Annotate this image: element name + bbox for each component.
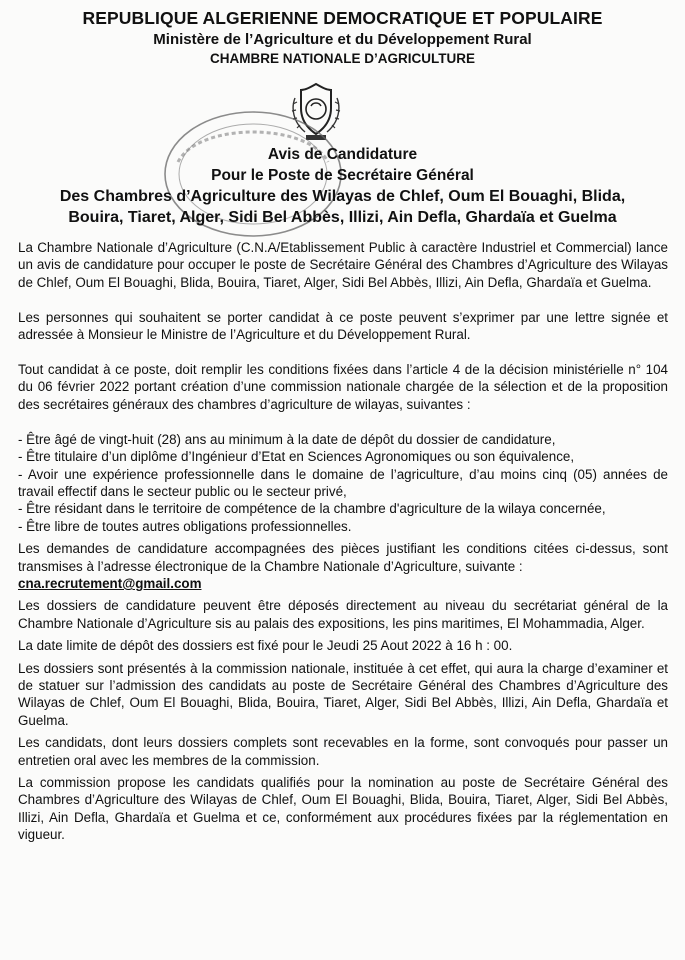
- notice-wilayas-line2: Bouira, Tiaret, Alger, Sidi Bel Abbès, Illizi, Ain Defla, Ghardaïa et Guelma: [68, 209, 617, 226]
- paragraph-submission: Les demandes de candidature accompagnées des pièces justifiant les conditions citées ci-dessus, sont transmises à l’adresse électronique de la Chambre Nationale d’Agriculture, suivante :: [18, 541, 668, 574]
- ministry-heading: Ministère de l’Agriculture et du Développement Rural: [153, 31, 532, 48]
- list-item: - Être libre de toutes autres obligations professionnelles.: [18, 518, 352, 534]
- notice-wilayas-line1: Des Chambres d’Agriculture des Wilayas de Chlef, Oum El Bouaghi, Blida,: [59, 188, 626, 205]
- paragraph-application-letter: Les personnes qui souhaitent se porter candidat à ce poste peuvent s’exprimer par une lettre signée et adressée à Monsieur le Ministre de l’Agriculture et du Développement Rural.: [18, 309, 668, 343]
- notice-title: Avis de Candidature: [267, 146, 418, 163]
- paragraph-commission: Les dossiers sont présentés à la commission nationale, instituée à cet effet, qui aura la charge d’examiner et de statuer sur l’admission des candidats au poste de Secrétaire Général des Chambres d’Agriculture des Wilayas de Chlef, Oum El Bouaghi, Blida, Bouira, Tiaret, Alger, Sidi Bel Abbès, Illizi, Ain Defla, Ghardaïa et Guelma.: [18, 660, 668, 728]
- conditions-list: [18, 431, 668, 535]
- paragraph-conditions-intro: Tout candidat à ce poste, doit remplir les conditions fixées dans l’article 4 de la décision ministérielle n° 104 du 06 février 2022 portant création d’une commission nationale chargée de la sélection et de la proposition des secrétaires généraux des chambres d’agriculture de wilayas, suivantes :: [18, 362, 668, 412]
- recruitment-email-link[interactable]: cna.recrutement@gmail.com: [18, 576, 202, 591]
- list-item: - Être titulaire d’un diplôme d’Ingénieur d’Etat en Sciences Agronomiques ou son équivalence,: [18, 449, 575, 465]
- list-item: - Être résidant dans le territoire de compétence de la chambre d'agriculture de la wilaya concernée,: [18, 501, 606, 517]
- list-item: - Être âgé de vingt-huit (28) ans au minimum à la date de dépôt du dossier de candidature,: [18, 431, 556, 447]
- notice-body: [18, 239, 668, 844]
- paragraph-deadline: La date limite de dépôt des dossiers est fixé pour le Jeudi 25 Aout 2022 à 16 h : 00.: [18, 638, 513, 654]
- paragraph-deposit-location: Les dossiers de candidature peuvent être déposés directement au niveau du secrétariat général de la Chambre Nationale d’Agriculture sis au palais des expositions, les pins maritimes, El Mohammadia, Alger.: [18, 598, 668, 631]
- notice-subtitle: Pour le Poste de Secrétaire Général: [211, 167, 474, 184]
- paragraph-nomination: La commission propose les candidats qualifiés pour la nomination au poste de Secrétaire Général des Chambres d’Agriculture des Wilayas de Chlef, Oum El Bouaghi, Blida, Bouira, Tiaret, Alger, Sidi Bel Abbès, Illizi, Ain Defla, Ghardaïa et Guelma et ce, conformément aux procédures fixées par la réglementation en vigueur.: [18, 775, 668, 843]
- republic-heading: REPUBLIQUE ALGERIENNE DEMOCRATIQUE ET POPULAIRE: [82, 8, 603, 28]
- paragraph-interview: Les candidats, dont leurs dossiers complets sont recevables en la forme, sont convoqués pour passer un entretien oral avec les membres de la commission.: [18, 735, 668, 768]
- list-item: - Avoir une expérience professionnelle dans le domaine de l’agriculture, d’au moins cinq (05) années de travail effectif dans le secteur public ou le secteur privé,: [18, 466, 668, 499]
- paragraph-intro: La Chambre Nationale d’Agriculture (C.N.A/Etablissement Public à caractère Industriel et Commercial) lance un avis de candidature pour occuper le poste de Secrétaire Général des Chambres d’Agriculture des Wilayas de Chlef, Oum El Bouaghi, Blida, Bouira, Tiaret, Alger, Sidi Bel Abbès, Illizi, Ain Defla, Ghardaïa et Guelma.: [18, 240, 668, 290]
- chamber-heading: CHAMBRE NATIONALE D’AGRICULTURE: [210, 51, 475, 66]
